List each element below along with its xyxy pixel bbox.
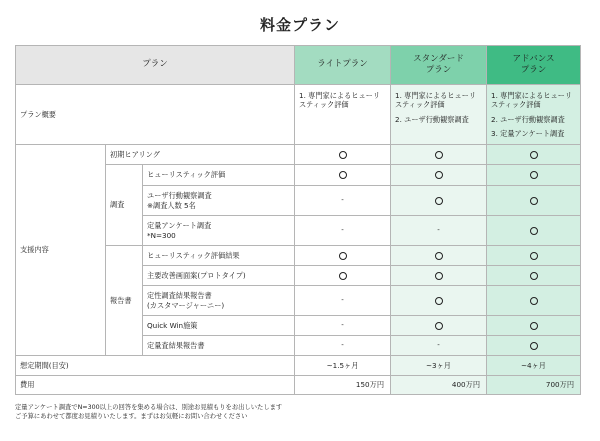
mark-cell — [295, 286, 391, 316]
standard-plan-header — [391, 46, 487, 85]
dash-mark: - — [341, 226, 344, 235]
advance-plan-name-2: プラン — [520, 65, 547, 75]
standard-plan-name-1: スタンダード — [413, 53, 464, 64]
mark-cell — [295, 216, 391, 246]
overview-advance-item: 2. ユーザ行動観察調査 — [491, 114, 565, 124]
mark-cell — [295, 336, 391, 356]
row-label: 初期ヒアリング — [106, 145, 295, 165]
report-group-label: 報告書 — [106, 246, 143, 356]
row-label-main: ユーザ行動観察調査 — [147, 191, 212, 201]
circle-mark-icon — [530, 272, 538, 280]
circle-mark-icon — [339, 272, 347, 280]
circle-mark-icon — [435, 171, 443, 179]
row-label-sub: *N=300 — [147, 230, 176, 240]
mark-cell — [487, 286, 581, 316]
dash-mark: - — [341, 321, 344, 330]
dash-mark: - — [341, 341, 344, 350]
row-label-sub: (カスタマージャーニー) — [147, 300, 225, 310]
footnotes — [15, 404, 282, 422]
overview-light-item: 1. 専門家によるヒューリスティック評価 — [299, 91, 381, 110]
period-light: ~1.5ヶ月 — [295, 356, 391, 376]
period-advance: ~4ヶ月 — [487, 356, 581, 376]
row-label: 定量査結果報告書 — [143, 336, 295, 356]
mark-cell — [295, 145, 391, 165]
mark-cell — [295, 186, 391, 216]
circle-mark-icon — [339, 171, 347, 179]
circle-mark-icon — [530, 252, 538, 260]
mark-cell — [487, 246, 581, 266]
row-label-main: 定性調査結果報告書 — [147, 291, 212, 301]
fee-label: 費用 — [16, 376, 295, 395]
mark-cell — [295, 165, 391, 186]
mark-cell — [487, 266, 581, 286]
mark-cell — [487, 336, 581, 356]
dash-mark: - — [341, 196, 344, 205]
row-label: ヒューリスティック評価結果 — [143, 246, 295, 266]
mark-cell — [487, 186, 581, 216]
period-label: 想定期間(目安) — [16, 356, 295, 376]
row-label — [143, 186, 295, 216]
mark-cell — [295, 246, 391, 266]
mark-cell — [391, 246, 487, 266]
mark-cell — [487, 216, 581, 246]
circle-mark-icon — [530, 197, 538, 205]
survey-group-label: 調査 — [106, 165, 143, 246]
overview-standard — [391, 85, 487, 145]
mark-cell — [295, 316, 391, 336]
period-standard: ~3ヶ月 — [391, 356, 487, 376]
mark-cell — [391, 165, 487, 186]
light-plan-name: ライトプラン — [317, 59, 368, 70]
overview-label: プラン概要 — [16, 85, 295, 145]
dash-mark: - — [437, 226, 440, 235]
dash-mark: - — [437, 341, 440, 350]
circle-mark-icon — [339, 151, 347, 159]
mark-cell — [391, 216, 487, 246]
fee-standard: 400万円 — [391, 376, 487, 395]
circle-mark-icon — [435, 322, 443, 330]
page-title: 料金プラン — [259, 16, 340, 34]
footnote: 定量アンケート調査でN=300以上の回答を集める場合は、別途お見積もりをお出しいたします — [15, 404, 283, 411]
fee-advance: 700万円 — [487, 376, 581, 395]
pricing-table — [15, 45, 581, 395]
circle-mark-icon — [435, 272, 443, 280]
row-label: 主要改善画面案(プロトタイプ) — [143, 266, 295, 286]
row-label-main: 定量アンケート調査 — [147, 221, 212, 231]
fee-light: 150万円 — [295, 376, 391, 395]
circle-mark-icon — [530, 151, 538, 159]
circle-mark-icon — [530, 297, 538, 305]
circle-mark-icon — [530, 227, 538, 235]
footnote: ご予算にあわせて都度お見積りいたします。まずはお気軽にお問い合わせください — [15, 412, 248, 420]
standard-plan-name-2: プラン — [425, 65, 452, 75]
circle-mark-icon — [435, 297, 443, 305]
overview-standard-item: 1. 専門家によるヒューリスティック評価 — [395, 91, 477, 110]
row-label — [143, 286, 295, 316]
circle-mark-icon — [435, 252, 443, 260]
mark-cell — [487, 145, 581, 165]
overview-advance — [487, 85, 581, 145]
row-label: Quick Win施策 — [143, 316, 295, 336]
light-plan-header — [295, 46, 391, 85]
mark-cell — [391, 336, 487, 356]
circle-mark-icon — [530, 322, 538, 330]
advance-plan-name-1: アドバンス — [512, 53, 555, 64]
mark-cell — [391, 316, 487, 336]
advance-plan-header — [487, 46, 581, 85]
circle-mark-icon — [435, 151, 443, 159]
circle-mark-icon — [435, 197, 443, 205]
row-label: ヒューリスティック評価 — [143, 165, 295, 186]
mark-cell — [487, 165, 581, 186]
plan-header: プラン — [16, 46, 295, 85]
mark-cell — [391, 186, 487, 216]
row-label — [143, 216, 295, 246]
circle-mark-icon — [339, 252, 347, 260]
overview-advance-item: 1. 専門家によるヒューリスティック評価 — [491, 91, 573, 110]
support-label: 支援内容 — [16, 145, 106, 356]
mark-cell — [487, 316, 581, 336]
overview-standard-item: 2. ユーザ行動観察調査 — [395, 114, 469, 124]
dash-mark: - — [341, 296, 344, 305]
mark-cell — [295, 266, 391, 286]
mark-cell — [391, 286, 487, 316]
circle-mark-icon — [530, 342, 538, 350]
overview-advance-item: 3. 定量アンケート調査 — [491, 129, 565, 139]
circle-mark-icon — [530, 171, 538, 179]
overview-light — [295, 85, 391, 145]
mark-cell — [391, 145, 487, 165]
mark-cell — [391, 266, 487, 286]
row-label-sub: ※調査人数 5名 — [147, 200, 196, 210]
